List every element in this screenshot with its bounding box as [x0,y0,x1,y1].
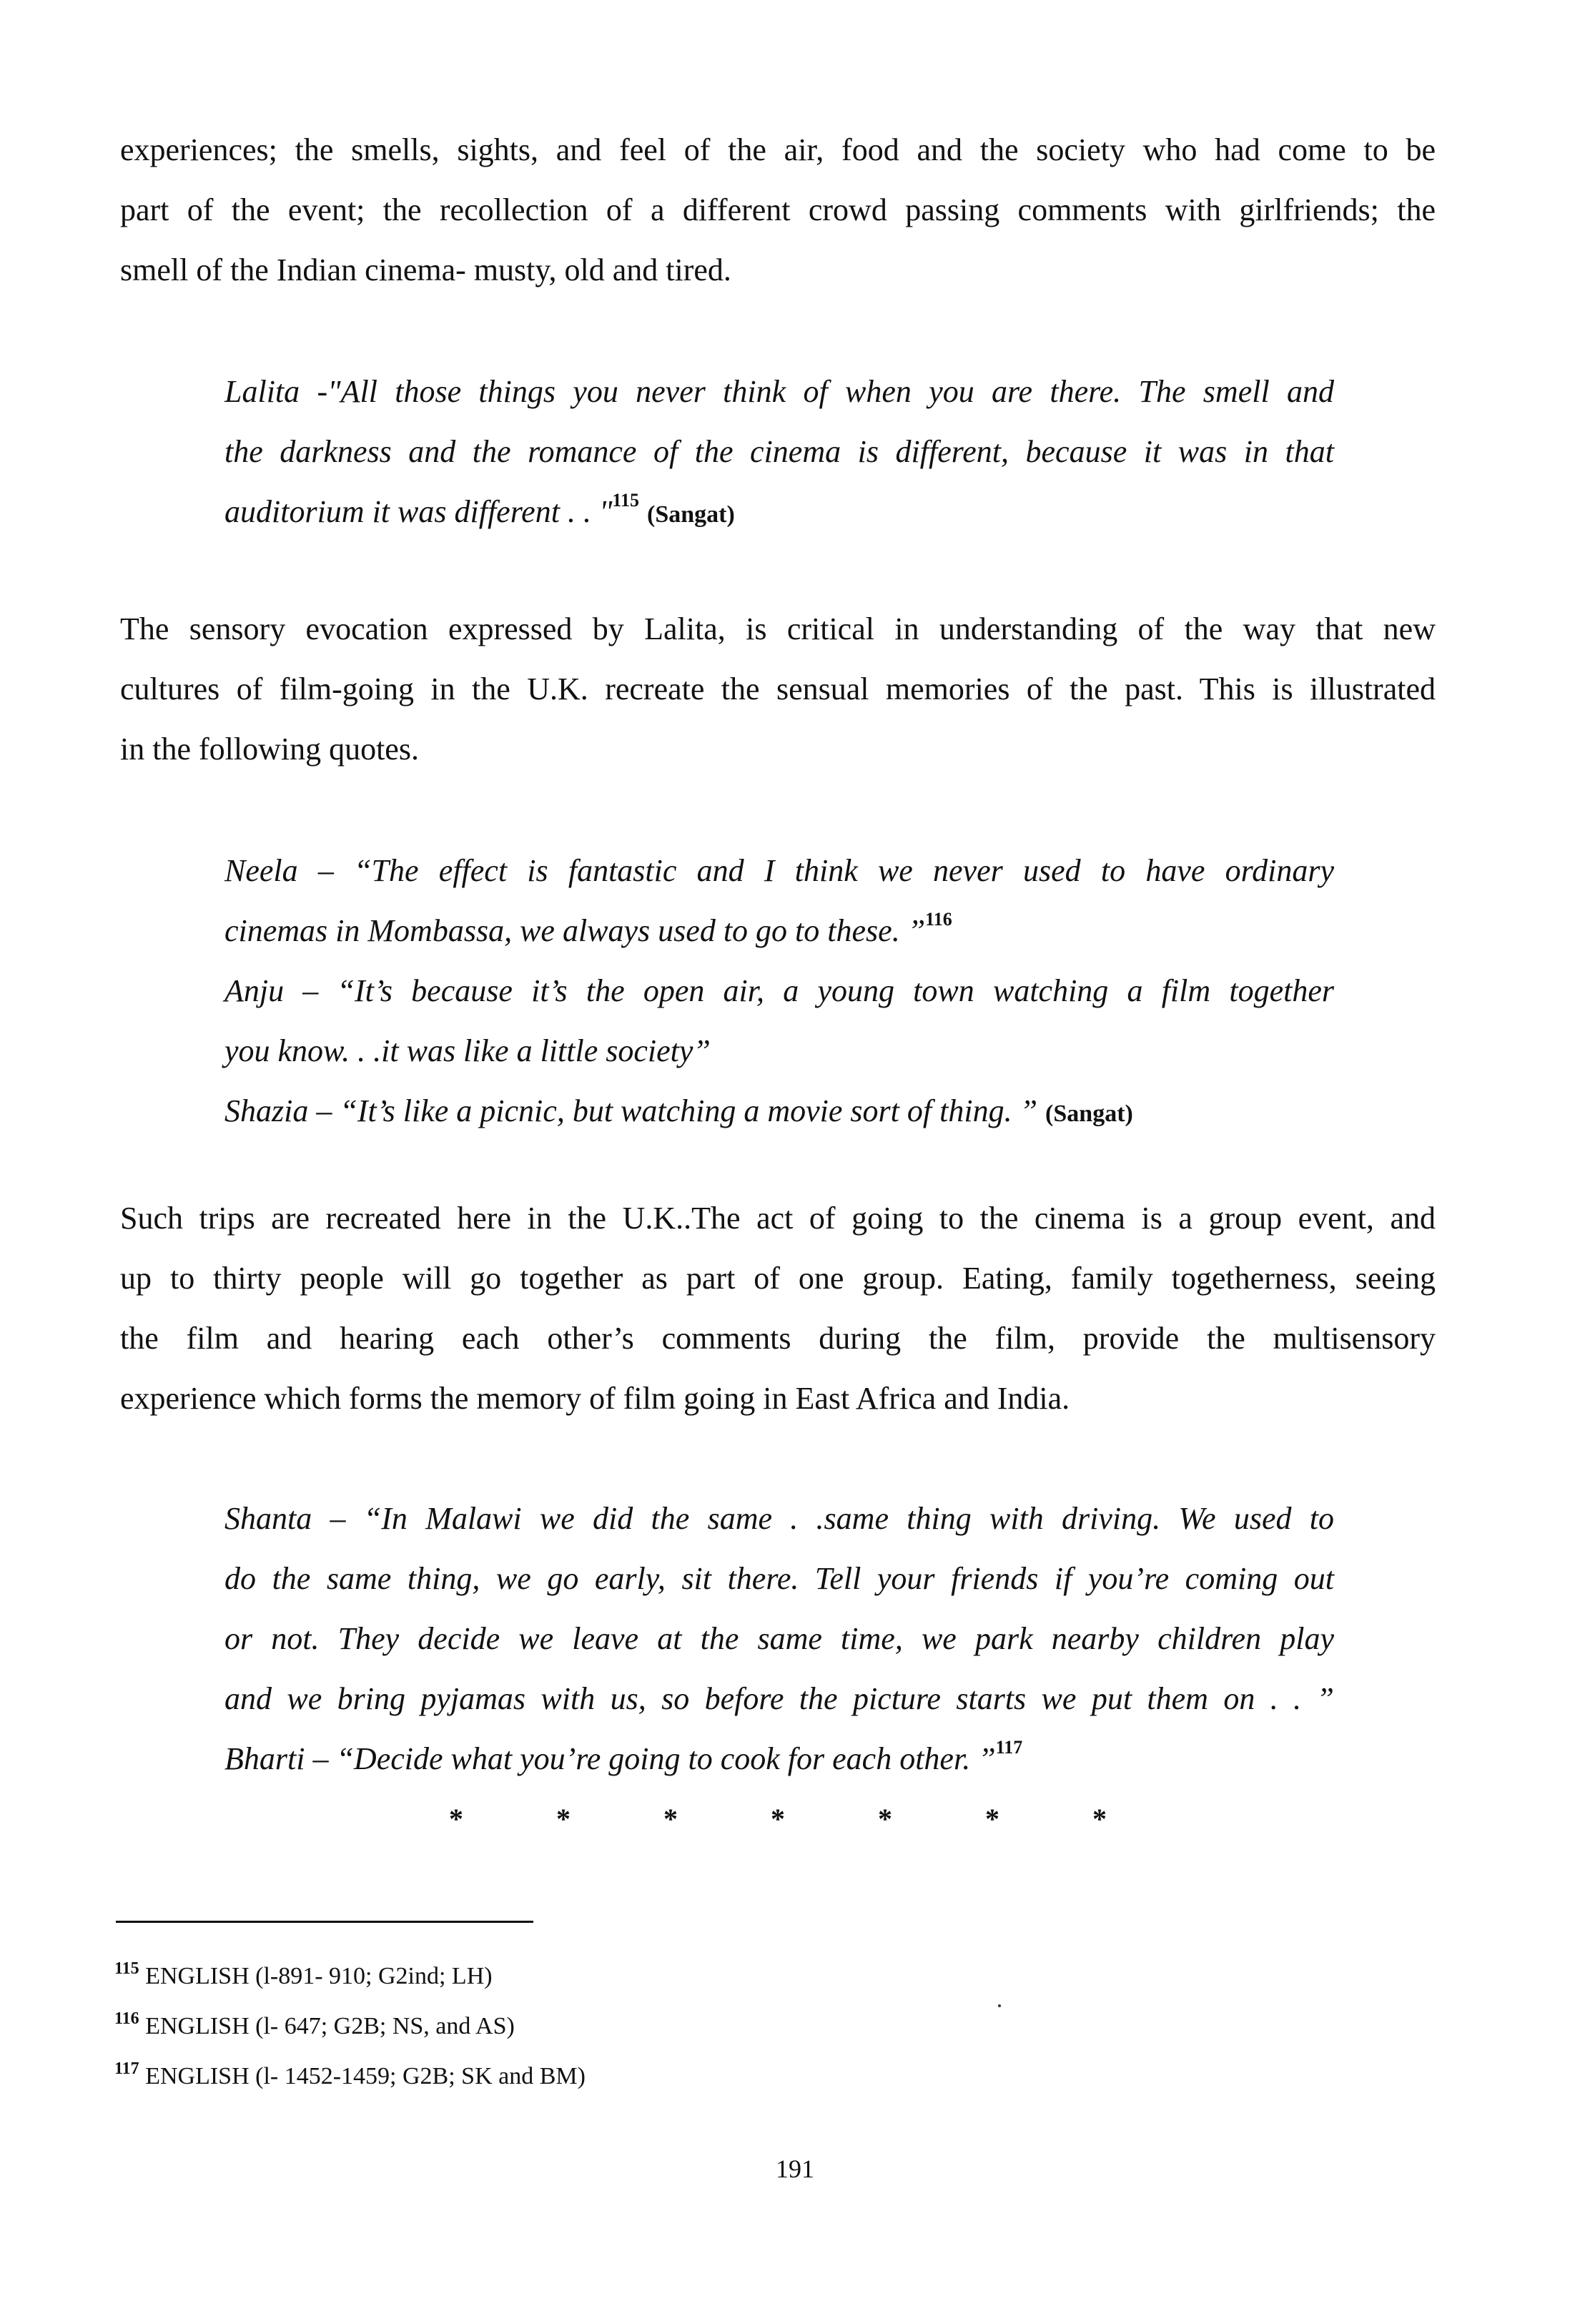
quote-line: and we bring pyjamas with us, so before the picture starts we put them on . . ” [224,1681,1334,1716]
paragraph-line: smell of the Indian cinema- musty, old and tired. [120,252,731,287]
paragraph-line: part of the event; the recollection of a different crowd passing comments with girlfriends; the [120,192,1436,227]
interview-quote-lalita [224,362,1334,542]
paragraph-line: experiences; the smells, sights, and feel of the air, food and the society who had come to be [120,132,1436,167]
quote-line: the darkness and the romance of the cinema is different, because it was in that [224,434,1334,469]
separator-star: * [663,1803,678,1835]
paragraph-line: the film and hearing each other’s comments during the film, provide the multisensory [120,1321,1436,1356]
quote-text: cinemas in Mombassa, we always used to go to these. ” [224,913,926,948]
footnote-marker: 116 [925,909,952,930]
page-number: 191 [776,2155,814,2183]
scan-speck [998,2004,1001,2007]
quote-line [224,482,1334,542]
quote-line: Lalita -"All those things you never think of when you are there. The smell and [224,374,1334,409]
quote-line: or not. They decide we leave at the same time, we park nearby children play [224,1621,1334,1656]
footnote-text: ENGLISH (l- 647; G2B; NS, and AS) [145,2013,515,2039]
quote-text: Shazia – “It’s like a picnic, but watching a movie sort of thing. ” [224,1093,1038,1128]
quote-line: Shanta – “In Malawi we did the same . .same thing with driving. We used to [224,1501,1334,1536]
paragraph-line: The sensory evocation expressed by Lalita, is critical in understanding of the way that new [120,611,1436,646]
source-label: (Sangat) [1045,1101,1133,1127]
section-separator [449,1802,1107,1838]
quote-text: Bharti – “Decide what you’re going to cook for each other. ” [224,1741,996,1776]
quote-line: Anju – “It’s because it’s the open air, a young town watching a film together [224,973,1334,1008]
separator-star: * [985,1803,999,1835]
footnote-116 [114,2011,515,2042]
paragraph-line: cultures of film-going in the U.K. recreate the sensual memories of the past. This is illustrated [120,671,1436,706]
quote-line: Neela – “The effect is fantastic and I think we never used to have ordinary [224,853,1334,888]
quote-line [224,1081,1334,1141]
quote-text: auditorium it was different . . " [224,494,613,529]
quote-line [224,901,1334,961]
separator-star: * [771,1803,785,1835]
quote-line: you know. . .it was like a little society” [224,1033,711,1068]
footnote-number: 117 [114,2059,139,2078]
separator-star: * [449,1803,463,1835]
paragraph-line: up to thirty people will go together as part of one group. Eating, family togetherness, seeing [120,1261,1436,1296]
footnote-115 [114,1961,493,1992]
quote-line [224,1729,1334,1789]
footnote-text: ENGLISH (l- 1452-1459; G2B; SK and BM) [145,2063,586,2089]
footnote-number: 115 [114,1959,139,1978]
quote-line: do the same thing, we go early, sit there. Tell your friends if you’re coming out [224,1561,1334,1596]
interview-quote-malawi [224,1489,1334,1789]
source-label: (Sangat) [647,501,735,528]
paragraph-line: Such trips are recreated here in the U.K..The act of going to the cinema is a group event, and [120,1201,1436,1236]
paragraph-line: in the following quotes. [120,732,419,767]
body-paragraph-1 [120,120,1436,300]
footnote-number: 116 [114,2009,139,2028]
footnote-text: ENGLISH (l-891- 910; G2ind; LH) [145,1963,493,1989]
footnote-divider [116,1921,533,1923]
separator-star: * [1092,1803,1107,1835]
interview-quote-group [224,841,1334,1141]
body-paragraph-3 [120,1188,1436,1429]
paragraph-line: experience which forms the memory of film going in East Africa and India. [120,1381,1070,1416]
footnote-marker: 115 [612,490,639,511]
footnote-117 [114,2061,586,2092]
footnote-marker: 117 [995,1737,1023,1758]
body-paragraph-2 [120,599,1436,779]
separator-star: * [556,1803,571,1835]
separator-star: * [878,1803,892,1835]
